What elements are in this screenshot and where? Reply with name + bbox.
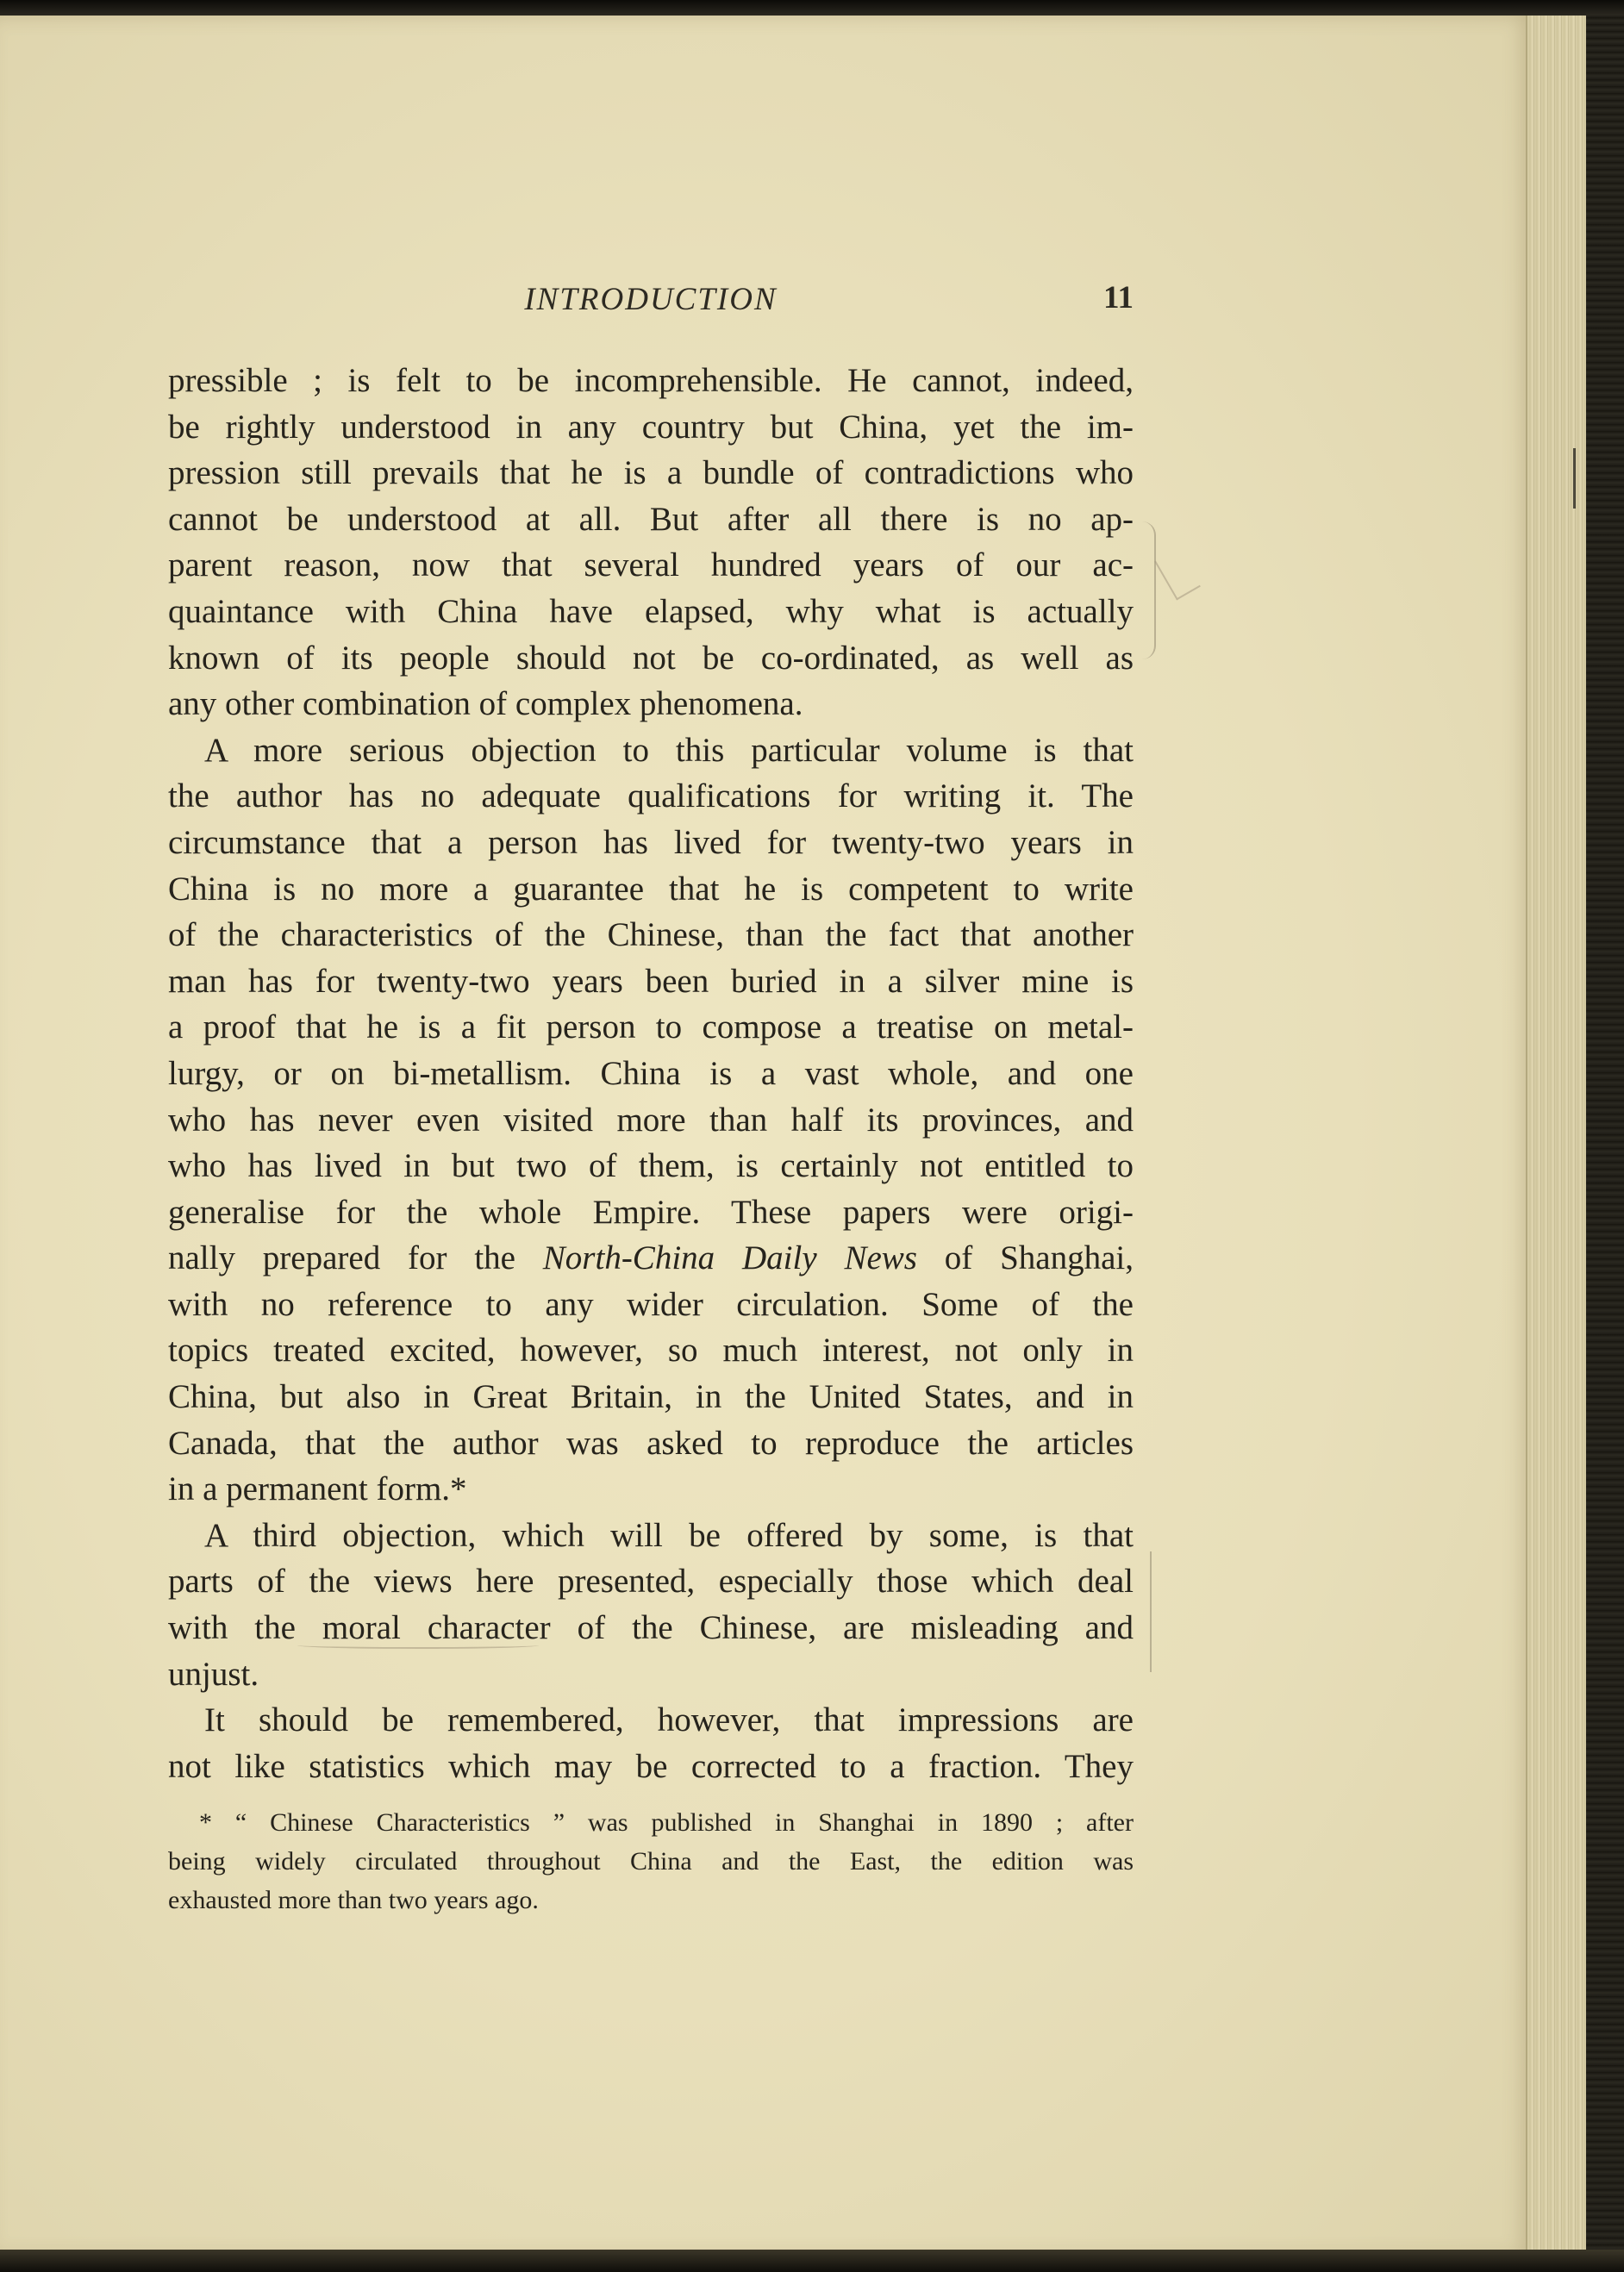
text-line: in a permanent form.* bbox=[168, 1470, 467, 1508]
text-line: be rightly understood in any country but China, yet the im- bbox=[168, 408, 1134, 446]
book-top-edge bbox=[0, 0, 1624, 16]
body-text bbox=[168, 358, 1134, 1789]
text-line: man has for twenty-two years been buried in a silver mine is bbox=[168, 962, 1134, 1000]
page-header bbox=[168, 278, 1134, 321]
text-line: pressible ; is felt to be incomprehensible. He cannot, indeed, bbox=[168, 362, 1134, 399]
text-segment: nally prepared for the bbox=[168, 1239, 543, 1277]
text-line: China, but also in Great Britain, in the United States, and in bbox=[168, 1378, 1134, 1416]
text-line: known of its people should not be co-ordinated, as well as bbox=[168, 639, 1134, 677]
text-line-with-title bbox=[168, 1235, 1134, 1282]
book-bottom-edge bbox=[0, 2250, 1624, 2272]
text-line: with the moral character of the Chinese, are misleading and bbox=[168, 1609, 1134, 1647]
footnote-line: exhausted more than two years ago. bbox=[168, 1886, 539, 1914]
text-line: of the characteristics of the Chinese, than the fact that another bbox=[168, 916, 1134, 954]
text-line: lurgy, or on bi-metallism. China is a vast whole, and one bbox=[168, 1054, 1134, 1092]
text-line: quaintance with China have elapsed, why what is actually bbox=[168, 592, 1134, 630]
pencil-margin-bracket bbox=[1142, 521, 1156, 659]
footnote-line: * “ Chinese Characteristics ” was published in Shanghai in 1890 ; after bbox=[199, 1808, 1134, 1837]
text-line: China is no more a guarantee that he is competent to write bbox=[168, 870, 1134, 908]
text-line: not like statistics which may be corrected to a fraction. They bbox=[168, 1747, 1134, 1785]
footnote bbox=[168, 1803, 1134, 1919]
text-line: parts of the views here presented, especially those which deal bbox=[168, 1563, 1134, 1601]
pencil-margin-bracket bbox=[1140, 1551, 1152, 1672]
text-line: topics treated excited, however, so much interest, not only in bbox=[168, 1332, 1134, 1370]
text-line: A more serious objection to this particular volume is that bbox=[204, 731, 1134, 769]
text-line: cannot be understood at all. But after all there is no ap- bbox=[168, 500, 1134, 538]
text-line: It should be remembered, however, that impressions are bbox=[204, 1701, 1134, 1739]
book-cover-edge bbox=[1586, 16, 1624, 2272]
text-line: with no reference to any wider circulation. Some of the bbox=[168, 1285, 1134, 1323]
text-line: unjust. bbox=[168, 1655, 259, 1693]
text-line: circumstance that a person has lived for twenty-two years in bbox=[168, 823, 1134, 861]
text-line: Canada, that the author was asked to reproduce the articles bbox=[168, 1424, 1134, 1462]
text-line: any other combination of complex phenomena. bbox=[168, 685, 803, 723]
text-segment: of Shanghai, bbox=[916, 1239, 1134, 1277]
text-line: who has lived in but two of them, is certainly not entitled to bbox=[168, 1147, 1134, 1185]
newspaper-title: North-China Daily News bbox=[542, 1239, 917, 1277]
page-number: 11 bbox=[1103, 280, 1134, 315]
text-line: generalise for the whole Empire. These papers were origi- bbox=[168, 1193, 1134, 1231]
text-line: pression still prevails that he is a bundle of contradictions who bbox=[168, 454, 1134, 492]
text-line: a proof that he is a fit person to compose a treatise on metal- bbox=[168, 1008, 1134, 1046]
text-line: A third objection, which will be offered by some, is that bbox=[204, 1516, 1134, 1554]
footnote-line: being widely circulated throughout China and the East, the edition was bbox=[168, 1847, 1134, 1876]
text-line: who has never even visited more than half its provinces, and bbox=[168, 1101, 1134, 1139]
edge-mark bbox=[1573, 448, 1576, 509]
pencil-underline bbox=[297, 1642, 539, 1649]
text-line: parent reason, now that several hundred years of our ac- bbox=[168, 546, 1134, 584]
running-head: INTRODUCTION bbox=[524, 282, 778, 317]
text-line: the author has no adequate qualifications for writing it. The bbox=[168, 777, 1134, 815]
